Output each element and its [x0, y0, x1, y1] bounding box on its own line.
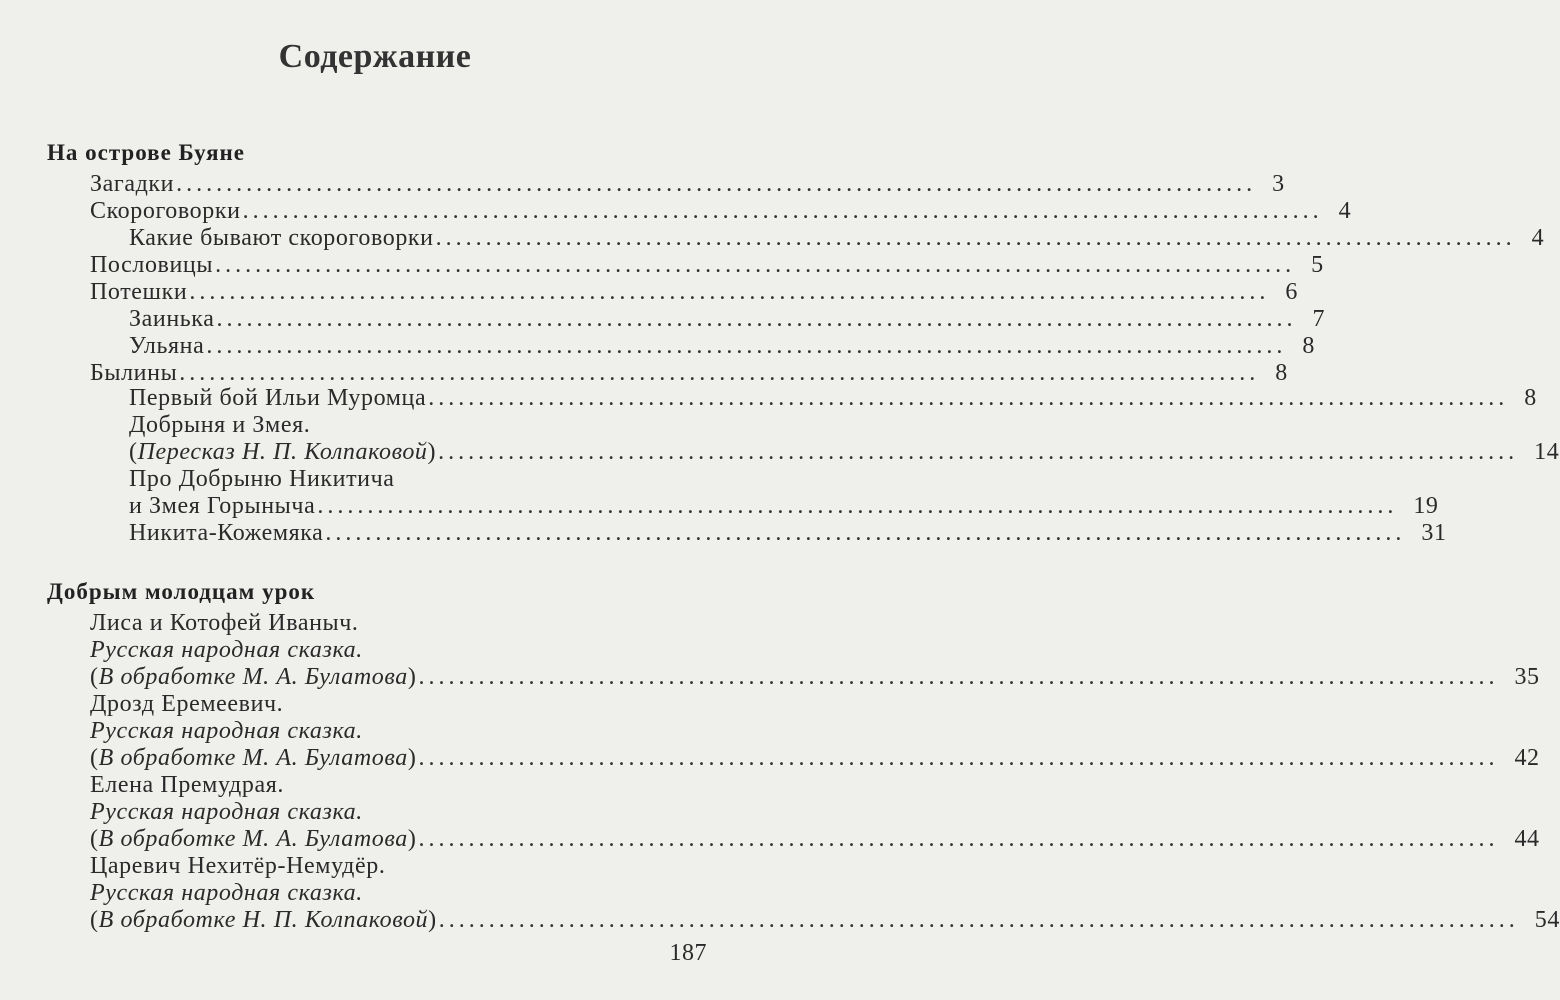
entry-page: 54 [1534, 907, 1560, 933]
toc-entry [129, 332, 1315, 360]
leader-dots: ............................................................................................................ [418, 826, 1499, 852]
toc-entry-text [90, 879, 363, 907]
entry-title: Былины [90, 360, 178, 386]
toc-entry [90, 744, 1540, 772]
paren-open: ( [90, 745, 99, 771]
toc-entry-text [129, 411, 310, 439]
toc-entry-text [129, 465, 395, 493]
entry-title: Какие бывают скороговорки [129, 225, 434, 251]
entry-subtitle: Русская народная сказка. [90, 880, 363, 906]
leader-dots: ............................................................................................................ [179, 360, 1260, 386]
entry-title-italic: В обработке Н. П. Колпаковой [98, 907, 429, 933]
entry-page: 31 [1421, 520, 1447, 546]
leader-dots: ............................................................................................................ [428, 385, 1509, 411]
entry-page: 8 [1275, 360, 1288, 386]
leader-dots: ............................................................................................................ [317, 493, 1398, 519]
paren-close: ) [407, 745, 417, 771]
toc-entry-text [90, 690, 283, 718]
page-title: Содержание [278, 38, 472, 75]
leader-dots: ............................................................................................................ [325, 520, 1406, 546]
entry-title: Дрозд Еремеевич. [90, 691, 284, 717]
toc-entry-text [90, 636, 363, 664]
leader-dots: ............................................................................................................ [216, 306, 1297, 332]
entry-page: 8 [1302, 333, 1315, 359]
entry-title-italic: В обработке М. А. Булатова [98, 745, 408, 771]
entry-title: Потешки [90, 279, 188, 305]
leader-dots: ............................................................................................................ [215, 252, 1296, 278]
toc-entry-text [90, 609, 359, 637]
entry-page: 3 [1272, 171, 1285, 197]
entry-title: Добрыня и Змея. [129, 412, 311, 438]
entry-title: Царевич Нехитёр-Немудёр. [90, 853, 386, 879]
paren-open: ( [129, 439, 138, 465]
leader-dots: ............................................................................................................ [176, 171, 1257, 197]
entry-page: 4 [1338, 198, 1352, 224]
leader-dots: ............................................................................................................ [418, 745, 1499, 771]
entry-title: Загадки [90, 171, 175, 197]
toc-entry [129, 224, 1545, 252]
entry-page: 8 [1524, 385, 1537, 411]
entry-title [90, 663, 416, 691]
page-number: 187 [669, 940, 707, 966]
entry-title: Лиса и Котофей Иваныч. [90, 610, 359, 636]
entry-page: 6 [1285, 279, 1298, 305]
toc-entry [90, 251, 1324, 279]
toc-entry [129, 492, 1439, 520]
toc-entry [90, 359, 1288, 387]
paren-open: ( [90, 826, 99, 852]
toc-entry [90, 906, 1560, 934]
paren-close: ) [427, 439, 437, 465]
leader-dots: ............................................................................................................ [206, 333, 1287, 359]
entry-title: Первый бой Ильи Муромца [129, 385, 427, 411]
entry-page: 44 [1514, 826, 1540, 852]
entry-subtitle: Русская народная сказка. [90, 637, 363, 663]
toc-entry [129, 305, 1326, 333]
entry-page: 4 [1531, 225, 1545, 251]
entry-page: 35 [1514, 664, 1540, 690]
entry-page: 7 [1312, 306, 1326, 332]
entry-title: Скороговорки [90, 198, 241, 224]
entry-title: Про Добрыню Никитича [129, 466, 395, 492]
entry-title [90, 825, 416, 853]
entry-page: 5 [1311, 252, 1324, 278]
leader-dots: ............................................................................................................ [438, 907, 1519, 933]
toc-entry-text [90, 798, 363, 826]
toc-entry [90, 663, 1540, 691]
entry-title: и Змея Горыныча [129, 493, 316, 519]
paren-open: ( [90, 664, 99, 690]
paren-open: ( [90, 907, 99, 933]
leader-dots: ............................................................................................................ [189, 279, 1270, 305]
entry-subtitle: Русская народная сказка. [90, 799, 363, 825]
entry-title: Елена Премудрая. [90, 772, 284, 798]
toc-entry-text [90, 717, 363, 745]
leader-dots: ............................................................................................................ [242, 198, 1323, 224]
toc-entry [129, 519, 1447, 547]
paren-close: ) [407, 664, 417, 690]
toc-entry [90, 278, 1298, 306]
entry-title-italic: В обработке М. А. Булатова [98, 826, 408, 852]
entry-subtitle: Русская народная сказка. [90, 718, 363, 744]
entry-title [129, 438, 436, 466]
entry-title: Никита-Кожемяка [129, 520, 324, 546]
entry-title: Заинька [129, 306, 215, 332]
toc-entry [90, 170, 1285, 198]
toc-entry [90, 825, 1540, 853]
section-title: Добрым молодцам урок [47, 579, 316, 604]
toc-entry [129, 384, 1537, 412]
entry-page: 42 [1514, 745, 1540, 771]
toc-entry-text [90, 771, 284, 799]
entry-title-italic: В обработке М. А. Булатова [98, 664, 408, 690]
entry-title-italic: Пересказ Н. П. Колпаковой [137, 439, 428, 465]
leader-dots: ............................................................................................................ [435, 225, 1516, 251]
paren-close: ) [428, 907, 437, 933]
leader-dots: ............................................................................................................ [418, 664, 1499, 690]
leader-dots: ............................................................................................................ [438, 439, 1519, 465]
entry-page: 19 [1413, 493, 1439, 519]
paren-close: ) [407, 826, 417, 852]
section-title: На острове Буяне [47, 140, 245, 165]
entry-title: Пословицы [90, 252, 214, 278]
entry-title [90, 744, 416, 772]
toc-entry [90, 197, 1352, 225]
entry-title: Ульяна [129, 333, 205, 359]
toc-entry-text [90, 852, 385, 880]
entry-page: 14 [1534, 439, 1560, 465]
entry-title [90, 906, 437, 934]
toc-entry [129, 438, 1560, 466]
